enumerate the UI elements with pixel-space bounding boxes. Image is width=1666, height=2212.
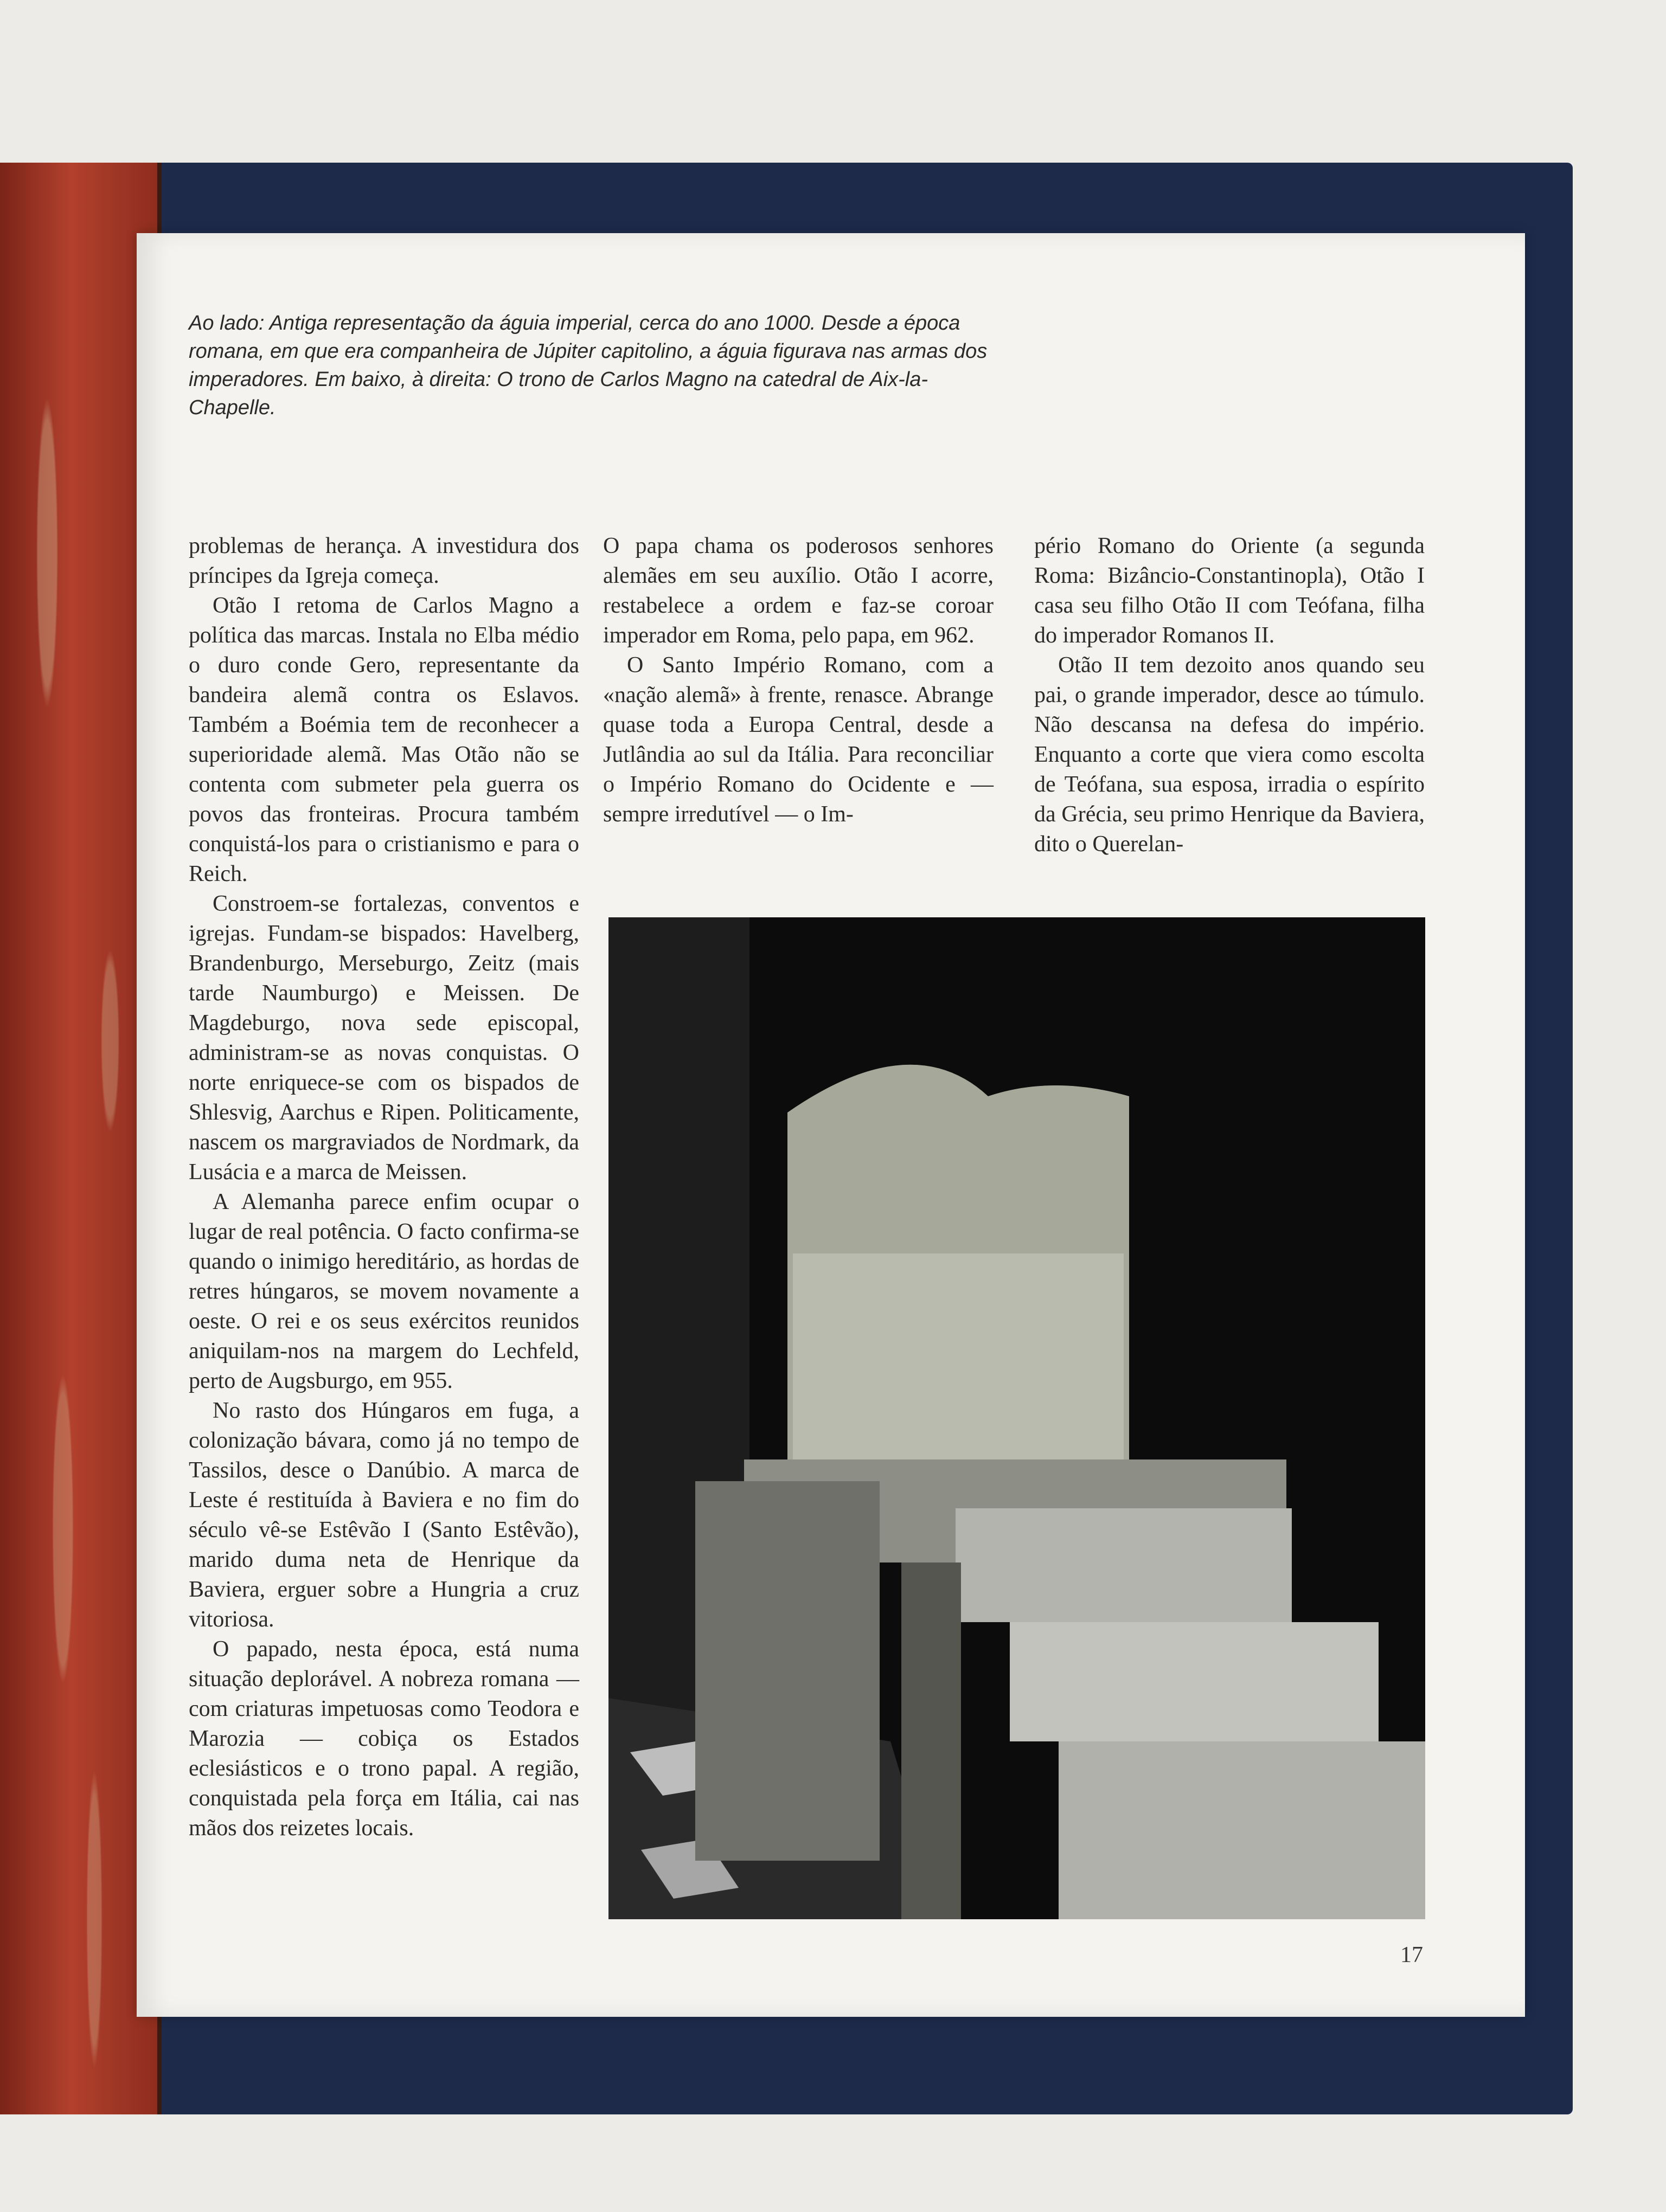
text-column-1: [189, 531, 579, 1919]
paragraph: O papa chama os poderosos senhores alemães em seu auxílio. Otão I acorre, restabelece a ordem e faz-se coroar imperador em Roma, pelo papa, em 962.: [603, 533, 994, 648]
throne-illustration: [608, 917, 1425, 1919]
paragraph: A Alemanha parece enfim ocupar o lugar de real potência. O facto confirma-se quando o inimigo hereditário, as hordas de retres húngaros, se movem novamente a oeste. O rei e os seus exércitos reunidos aniquilam-nos na margem do Lechfeld, perto de Augsburgo, em 955.: [189, 1189, 579, 1393]
image-caption: Ao lado: Antiga representação da águia imperial, cerca do ano 1000. Desde a época romana, em que era companheira de Júpiter capitolino, a águia figurava nas armas dos imperadores. Em baixo, à direita: O trono de Carlos Magno na catedral de Aix-la-Chapelle.: [189, 312, 988, 419]
throne-photo: [608, 917, 1425, 1919]
paragraph: Constroem-se fortalezas, conventos e igrejas. Fundam-se bispados: Havelberg, Brandenburgo, Merseburgo, Zeitz (mais tarde Naumburgo) e Meissen. De Magdeburgo, nova sede episcopal, administram-se as novas conquistas. O norte enriquece-se com os bispados de Shlesvig, Aarchus e Ripen. Politicamente, nascem os margraviados de Nordmark, da Lusácia e a marca de Meissen.: [189, 891, 579, 1185]
paragraph: O papado, nesta época, está numa situação deplorável. A nobreza romana — com criaturas impetuosas como Teodora e Marozia — cobiça os Estados eclesiásticos e o trono papal. A região, conquistada pela força em Itália, cai nas mãos dos reizetes locais.: [189, 1637, 579, 1841]
paragraph: pério Romano do Oriente (a segunda Roma: Bizâncio-Constantinopla), Otão I casa seu filho Otão II com Teófana, filha do imperador Romanos II.: [1034, 533, 1425, 648]
paragraph: No rasto dos Húngaros em fuga, a colonização bávara, como já no tempo de Tassilos, desce o Danúbio. A marca de Leste é restituída à Baviera e no fim do século vê-se Estêvão I (Santo Estêvão), marido duma neta de Henrique da Baviera, erguer sobre a Hungria a cruz vitoriosa.: [189, 1398, 579, 1632]
text-column-3: [1034, 531, 1425, 878]
paragraph: O Santo Império Romano, com a «nação alemã» à frente, renasce. Abrange quase toda a Europa Central, desde a Jutlândia ao sul da Itália. Para reconciliar o Império Romano do Ocidente e — sempre irredutível — o Im-: [603, 653, 994, 827]
text-column-2: [603, 531, 994, 878]
book-page: [137, 233, 1525, 2017]
paragraph: Otão II tem dezoito anos quando seu pai, o grande imperador, desce ao túmulo. Não descansa na defesa do império. Enquanto a corte que viera como escolta de Teófana, sua esposa, irradia o espírito da Grécia, seu primo Henrique da Baviera, dito o Querelan-: [1034, 653, 1425, 857]
paragraph: problemas de herança. A investidura dos príncipes da Igreja começa.: [189, 533, 579, 588]
page-number: 17: [1400, 1943, 1423, 1967]
paragraph: Otão I retoma de Carlos Magno a política das marcas. Instala no Elba médio o duro conde Gero, representante da bandeira alemã contra os Eslavos. Também a Boémia tem de reconhecer a superioridade alemã. Mas Otão não se contenta com submeter pela guerra os povos das fronteiras. Procura também conquistá-los para o cristianismo e para o Reich.: [189, 593, 579, 886]
